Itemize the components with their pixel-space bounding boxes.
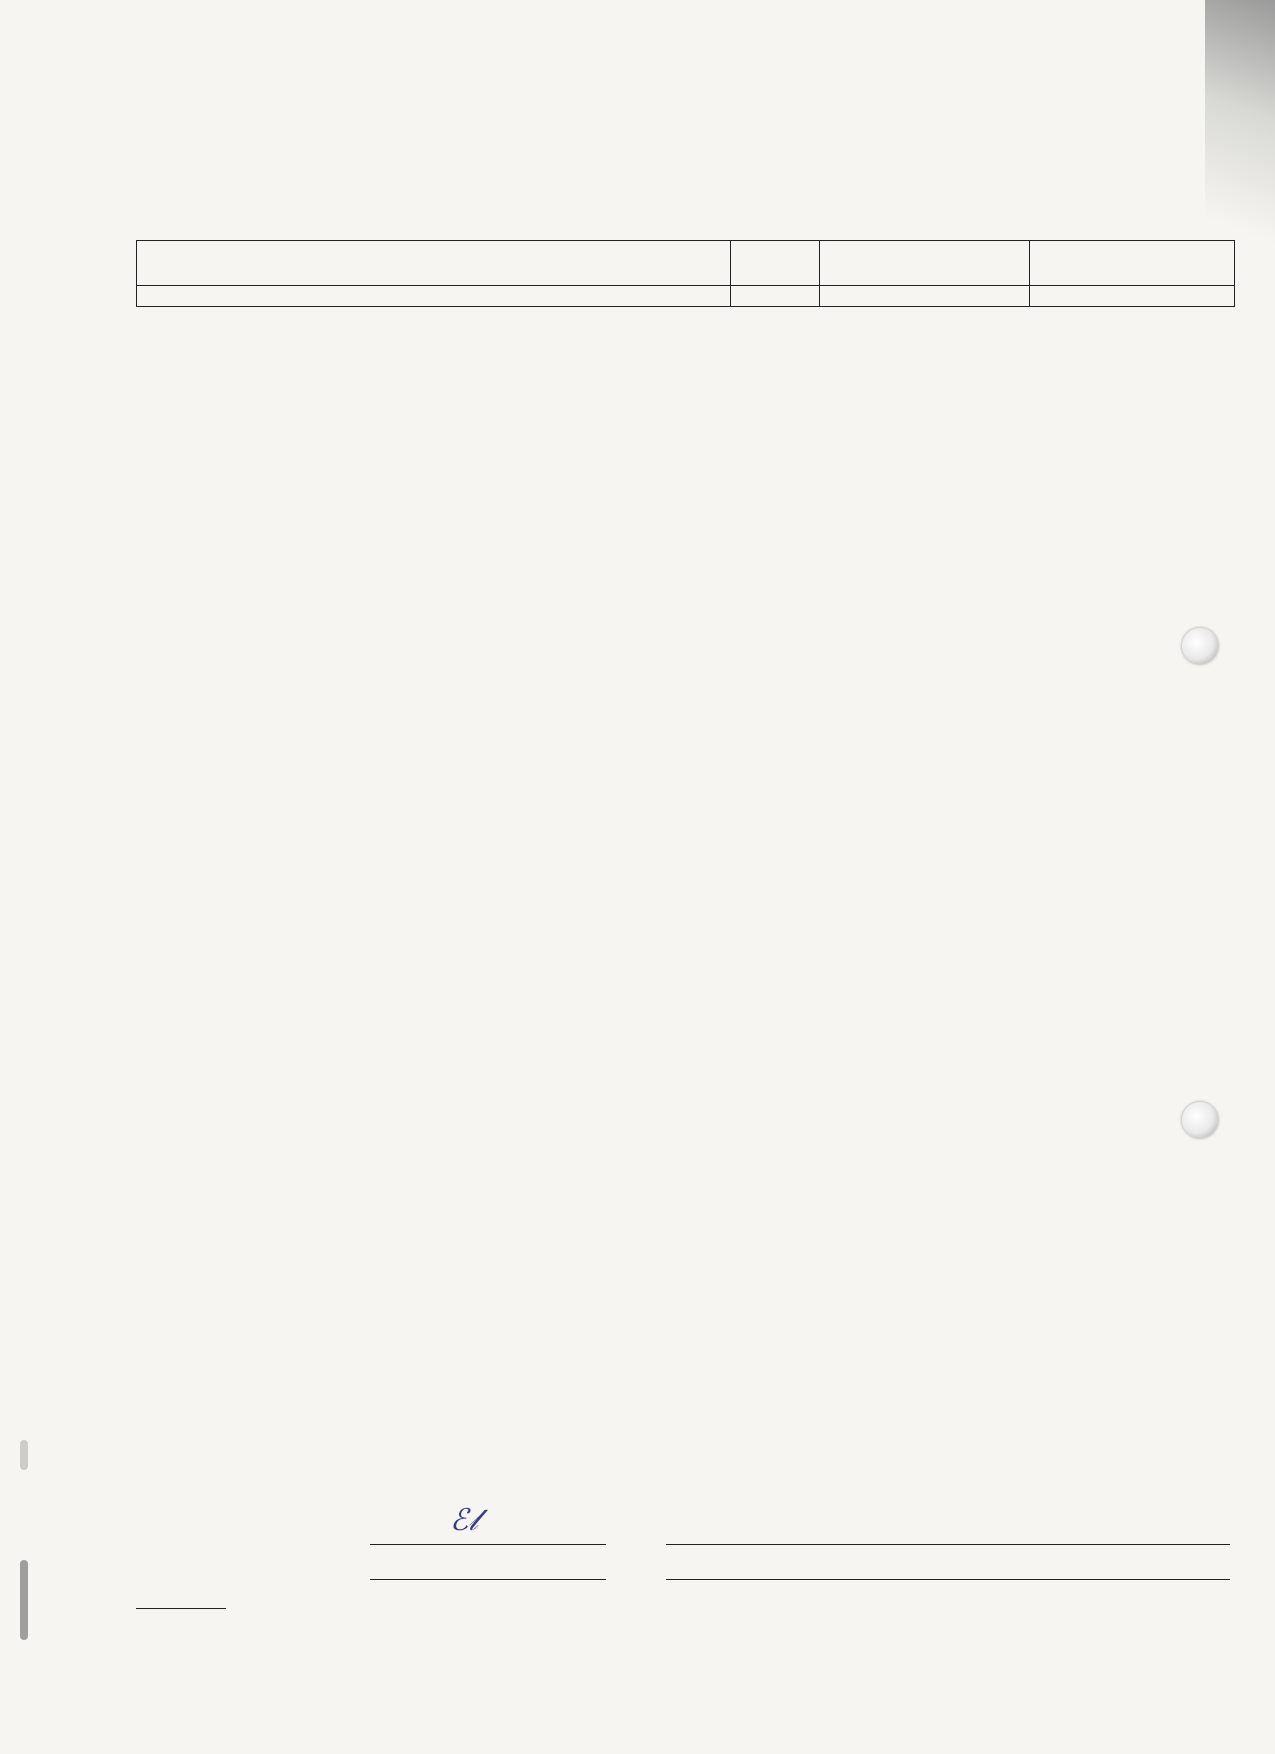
edge-smudge [20, 1560, 28, 1640]
header-col-end [1030, 241, 1235, 286]
header-col-begin [820, 241, 1030, 286]
punch-hole-bottom [1182, 1102, 1218, 1138]
header-col-passive [137, 241, 731, 286]
liabilities-table [136, 240, 1235, 307]
column-number [137, 286, 731, 307]
column-number [820, 286, 1030, 307]
accountant-name-line [666, 1579, 1230, 1580]
page-corner-shadow [1205, 0, 1275, 280]
accountant-signature-line [370, 1579, 606, 1580]
head-signature: ℰ𝓁 [450, 1503, 479, 1538]
column-number [1030, 286, 1235, 307]
head-signature-line [370, 1544, 606, 1545]
liabilities-header-row [137, 241, 1235, 286]
header-col-code [731, 241, 820, 286]
edge-smudge [20, 1440, 28, 1470]
footnote-rule [136, 1608, 226, 1609]
liabilities-body [137, 241, 1235, 307]
column-numbers-row [137, 286, 1235, 307]
punch-hole-top [1182, 628, 1218, 664]
column-number [731, 286, 820, 307]
head-name-line [666, 1544, 1230, 1545]
